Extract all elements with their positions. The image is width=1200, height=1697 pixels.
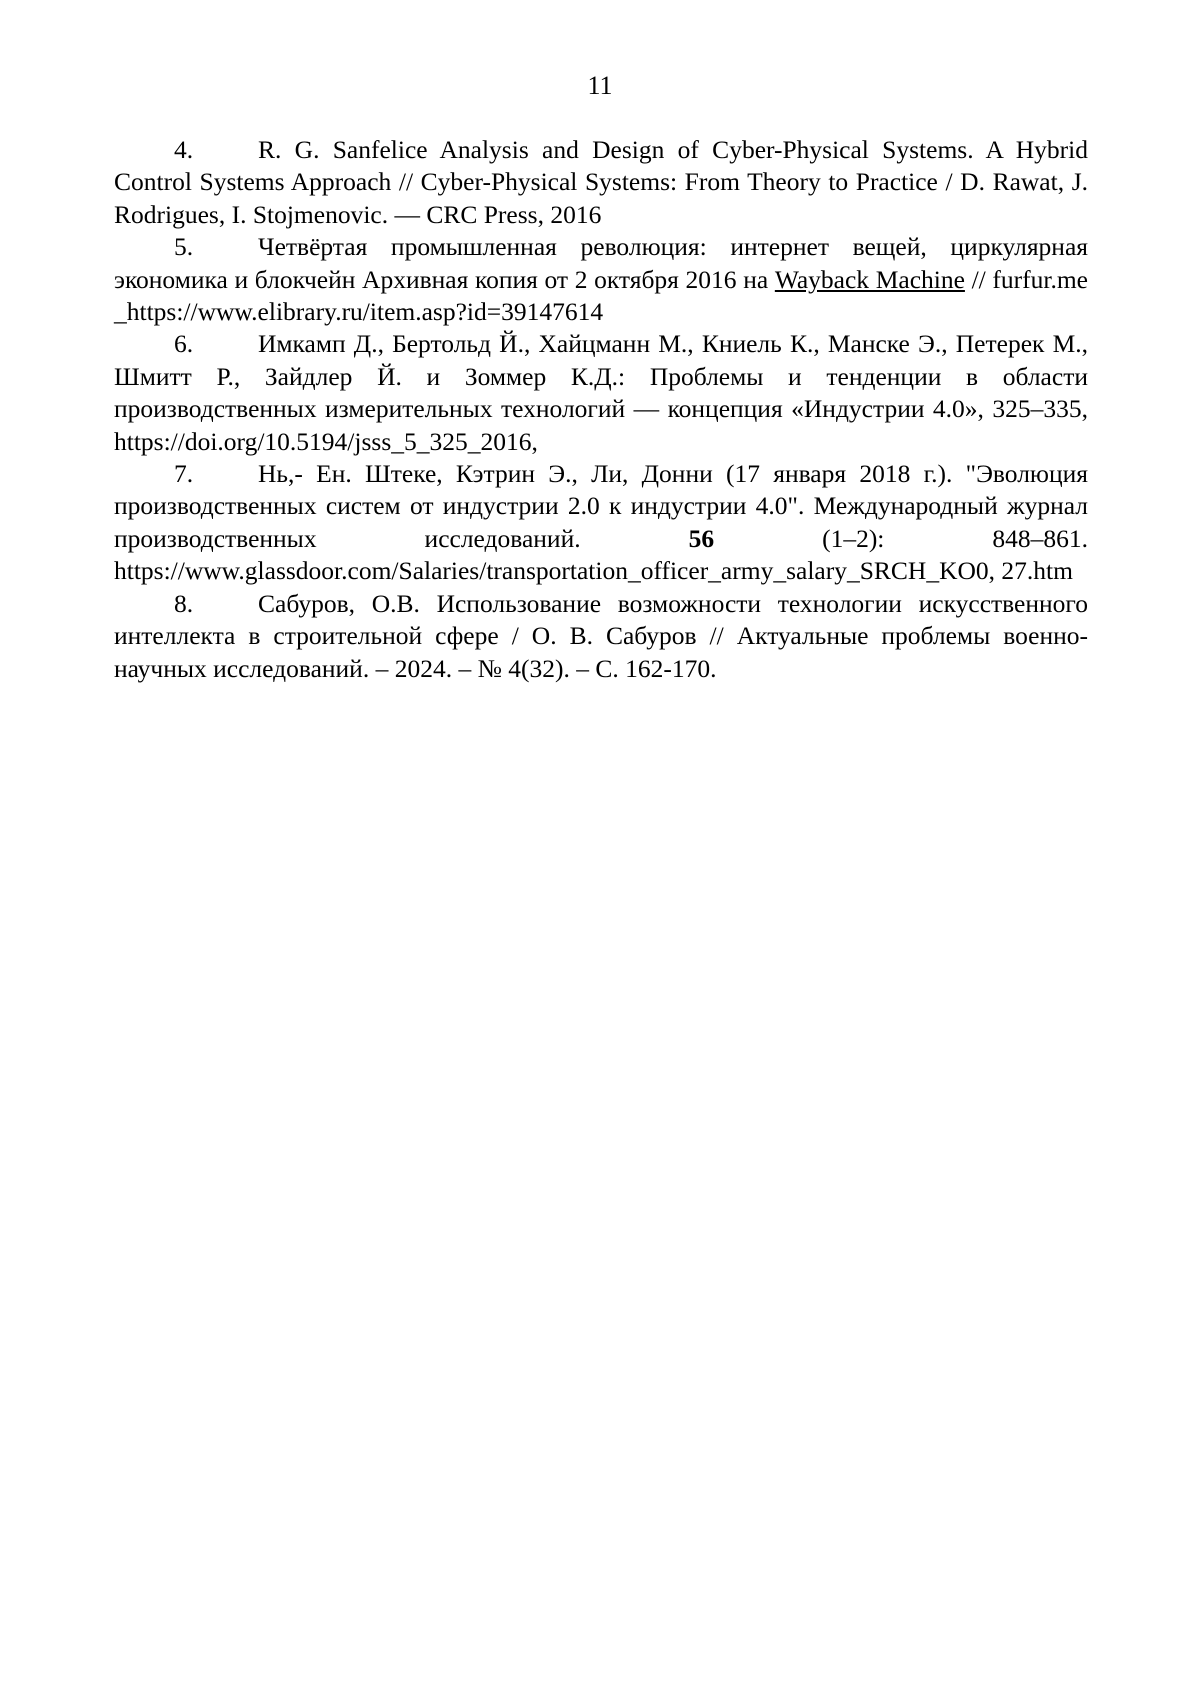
reference-number: 6.: [174, 329, 194, 359]
reference-item-6: [114, 328, 1088, 458]
reference-text: Четвёртая промышленная революция: интернет вещей, циркулярная экономика и блокчейн Архивная копия от 2 октября 2016 на: [114, 232, 1088, 294]
reference-item-5: [114, 231, 1088, 328]
reference-text: R. G. Sanfelice Analysis and Design of Cyber-Physical Systems. A Hybrid Control Systems Approach // Cyber-Physical Systems: From Theory to Practice / D. Rawat, J. Rodrigues, I. Stojmenovic. — CRC Press, 2016: [114, 135, 1088, 229]
reference-number: 7.: [174, 459, 194, 489]
reference-text: Имкамп Д., Бертольд Й., Хайцманн М., Книель К., Манске Э., Петерек М., Шмитт Р., Зайдлер Й. и Зоммер К.Д.: Проблемы и тенденции в области производственных измерительных технологий — концепция «Индустрии 4.0», 325–335, https://doi.org/10.5194/jsss_5_325_2016,: [114, 329, 1088, 456]
reference-text: Сабуров, О.В. Использование возможности технологии искусственного интеллекта в строительной сфере / О. В. Сабуров // Актуальные проблемы военно-научных исследований. – 2024. – № 4(32). – С. 162-170.: [114, 588, 1088, 683]
wayback-machine-link[interactable]: Wayback Machine: [774, 264, 965, 294]
reference-text-tail: (1–2): 848–861. https://www.glassdoor.com/Salaries/transportation_officer_army_salary_SRCH_KO0, 27.htm: [114, 523, 1088, 586]
volume-number: 56: [688, 523, 715, 553]
reference-text: Нь,- Ен. Штеке, Кэтрин Э., Ли, Донни (17 января 2018 г.). "Эволюция производственных систем от индустрии 2.0 к индустрии 4.0". Международный журнал производственных исследований.: [114, 459, 1088, 553]
reference-number: 5.: [174, 232, 194, 262]
reference-number: 8.: [174, 588, 194, 618]
reference-item-4: [114, 134, 1088, 231]
reference-list: [114, 134, 1088, 685]
page-number: 11: [587, 71, 613, 100]
reference-text-tail: // furfur.me _https://www.elibrary.ru/item.asp?id=39147614: [114, 264, 1088, 327]
reference-item-8: [114, 588, 1088, 685]
reference-number: 4.: [174, 135, 194, 164]
reference-item-7: [114, 458, 1088, 588]
